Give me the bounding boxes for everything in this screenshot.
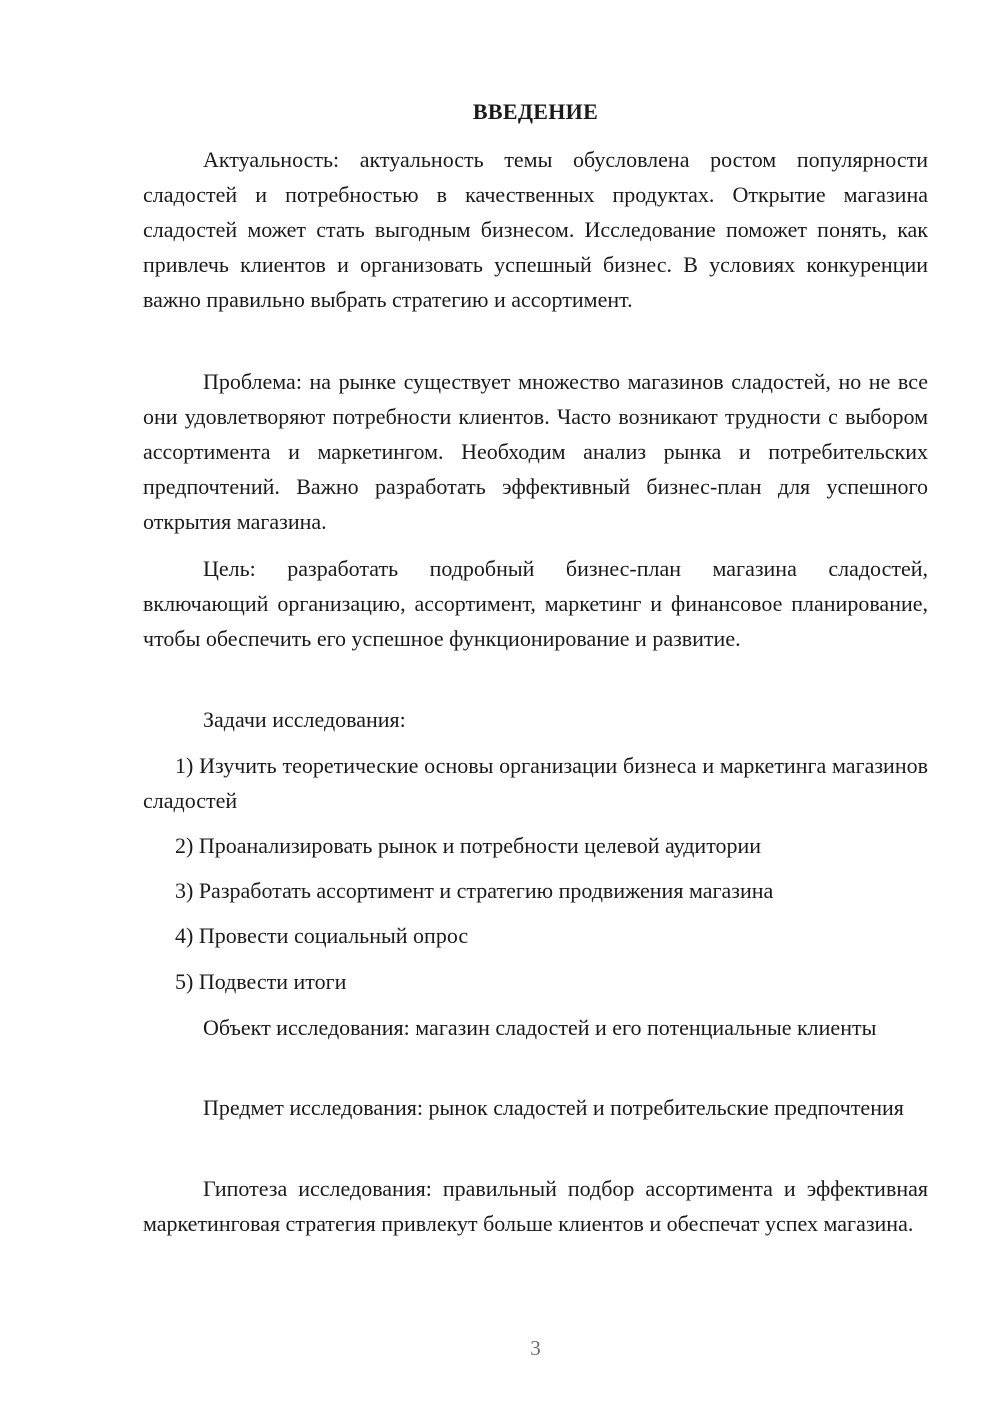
paragraph-object: Объект исследования: магазин сладостей и его потенциальные клиенты bbox=[203, 1015, 877, 1040]
paragraph-problem: Проблема: на рынке существует множество магазинов сладостей, но не все они удовлетворяют потребности клиентов. Часто возникают трудности с выбором ассортимента и маркетингом. Необходим анализ рынка и потребительских предпочтений. Важно разработать эффективный бизнес-план для успешного открытия магазина. bbox=[143, 369, 928, 534]
paragraph-relevance: Актуальность: актуальность темы обусловлена ростом популярности сладостей и потребностью в качественных продуктах. Открытие магазина сладостей может стать выгодным бизнесом. Исследование поможет понять, как привлечь клиентов и организовать успешный бизнес. В условиях конкуренции важно правильно выбрать стратегию и ассортимент. bbox=[143, 147, 928, 312]
task-item-4: 4) Провести социальный опрос bbox=[175, 923, 469, 948]
paragraph-goal: Цель: разработать подробный бизнес-план магазина сладостей, включающий организацию, ассортимент, маркетинг и финансовое планирование, чтобы обеспечить его успешное функционирование и развитие. bbox=[143, 556, 928, 651]
tasks-heading: Задачи исследования: bbox=[203, 707, 406, 732]
paragraph-subject: Предмет исследования: рынок сладостей и потребительские предпочтения bbox=[203, 1095, 904, 1120]
task-item-1: 1) Изучить теоретические основы организации бизнеса и маркетинга магазинов сладостей bbox=[143, 753, 928, 813]
page-title: ВВЕДЕНИЕ bbox=[472, 99, 599, 124]
task-item-2: 2) Проанализировать рынок и потребности целевой аудитории bbox=[175, 833, 762, 858]
page-number: 3 bbox=[530, 1336, 541, 1360]
paragraph-hypothesis: Гипотеза исследования: правильный подбор ассортимента и эффективная маркетинговая стратегия привлекут больше клиентов и обеспечат успех магазина. bbox=[143, 1176, 928, 1236]
task-item-5: 5) Подвести итоги bbox=[175, 969, 347, 994]
task-item-3: 3) Разработать ассортимент и стратегию продвижения магазина bbox=[175, 878, 774, 903]
